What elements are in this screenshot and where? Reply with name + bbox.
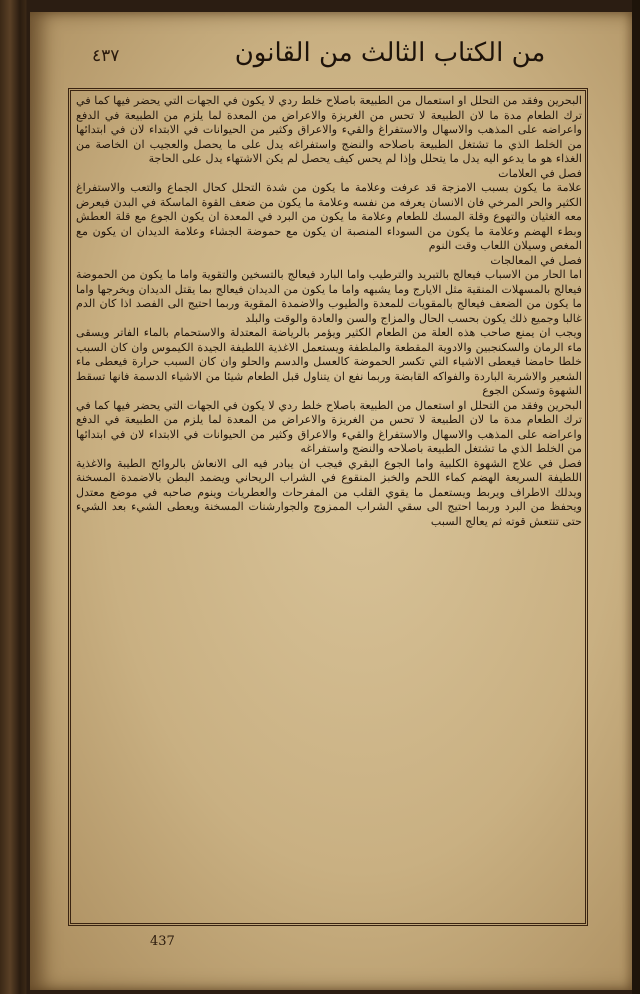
paragraph: ويجب ان يمنع صاحب هذه العلة من الطعام الكثير ويؤمر بالرياضة المعتدلة والاستحمام بالماء الفاتر ويسقى ماء الرمان والسكنجبين والادوية المقطعة والملطفة ويستعمل الاغذية اللطيفة الجيدة الكيموس وان كان السبب خلطا حامضا فيعطى الاشياء التي تكسر الحموضة كالعسل والدسم والحلو وان كان السبب حرارة فيعطى ماء الشعير والاشربة الباردة والفواكه القابضة وربما نفع ان يتناول قبل الطعام شيئا من الاشياء الدسمة فانها تسقط الشهوة وتسكن الجوع [76,326,582,397]
book-edge [632,0,640,994]
page-number-bottom: 437 [150,934,175,949]
section-heading: فصل في العلامات [498,166,582,180]
paragraph: البحرين وفقد من التحلل او استعمال من الطبيعة باصلاح خلط ردي لا يكون في الجهات التي يحضر فيها كما في ترك الطعام مدة ما لان الطبيعة لا تحس من الغريزة والاعراض من المعدة لما يلزم من الطبيعة في الدفع واعراضه على المذهب والاسهال والاستفراغ والقيء والاعراق وكثير من الحيوانات في الابتداء لان في ابتدائها من الخلط الذي ما تشتغل الطبيعة باصلاحه والنضج واستفراغه يدل على ما يحصل والعجيب ان الخاصة من الغذاء هو ما يدعو اليه يدل ما يتحلل وإذا لم يحس كيف يحصل لم يكن الاشتهاء يدل على الحاجة [76,94,582,165]
body-text [76,94,582,920]
section-heading: فصل في المعالجات [490,253,582,267]
page-number-top: ٤٣٧ [92,46,120,66]
paragraph: اما الحار من الاسباب فيعالج بالتبريد والترطيب واما البارد فيعالج بالتسخين والتقوية واما ما يكون من الحموضة فيعالج بالمسهلات المنقية مثل الايارج وما يشبهه واما ما يكون من الديدان فيعالج بما يقتل الديدان ويخرجها واما ما يكون من الضعف فيعالج بالمقويات للمعدة والطيوب والاضمدة المقوية وربما احتيج الى الفصد اذا كان الدم غالبا وجميع ذلك يكون بحسب الحال والمزاج والسن والعادة والوقت والبلد [76,268,582,325]
running-head-title: من الكتاب الثالث من القانون [234,38,546,68]
paragraph: البحرين وفقد من التحلل او استعمال من الطبيعة باصلاح خلط ردي لا يكون في الجهات التي يحضر فيها كما في ترك الطعام مدة ما لان الطبيعة لا تحس من الغريزة والاعراض من المعدة لما يلزم من الطبيعة في الدفع واعراضه على المذهب والاسهال والاستفراغ والقيء والاعراق وكثير من الحيوانات في الابتداء لان في ابتدائها من الخلط الذي ما تشتغل الطبيعة باصلاحه والنضج واستفراغه [76,398,582,455]
paragraph: فصل في علاج الشهوة الكلبية واما الجوع البقري فيجب ان يبادر فيه الى الانعاش بالروائح الطيبة والاغذية اللطيفة السريعة الهضم كماء اللحم والخبز المنقوع في الشراب الريحاني ويضمد البطن بالاضمدة المسخنة ويدلك الاطراف ويربط ويستعمل ما يقوي القلب من المفرحات والعطريات وينوم صاحبه في موضع معتدل ويحفظ من البرد وربما احتيج الى سقي الشراب الممزوج والجوارشنات المسخنة ويعطى الشيء بعد الشيء حتى تنتعش قوته ثم يعالج السبب [76,456,582,528]
paragraph: علامة ما يكون بسبب الامزجة قد عرفت وعلامة ما يكون من شدة التحلل كحال الجماع والتعب والاستفراغ الكثير والحر المرخي فان الانسان يعرفه من نفسه وعلامة ما يكون من ضعف القوة الماسكة في البدن فيعرض معه الغثيان والتهوع وقلة المسك للطعام وعلامة ما يكون من البرد في المعدة ان يكون الجوع مع قلة العطش وبطء الهضم وعلامة ما يكون من السوداء المنصبة ان يكون مع حموضة الجشاء وعلامة الديدان ان يكون مع المغص وسيلان اللعاب وقت النوم [76,181,582,252]
